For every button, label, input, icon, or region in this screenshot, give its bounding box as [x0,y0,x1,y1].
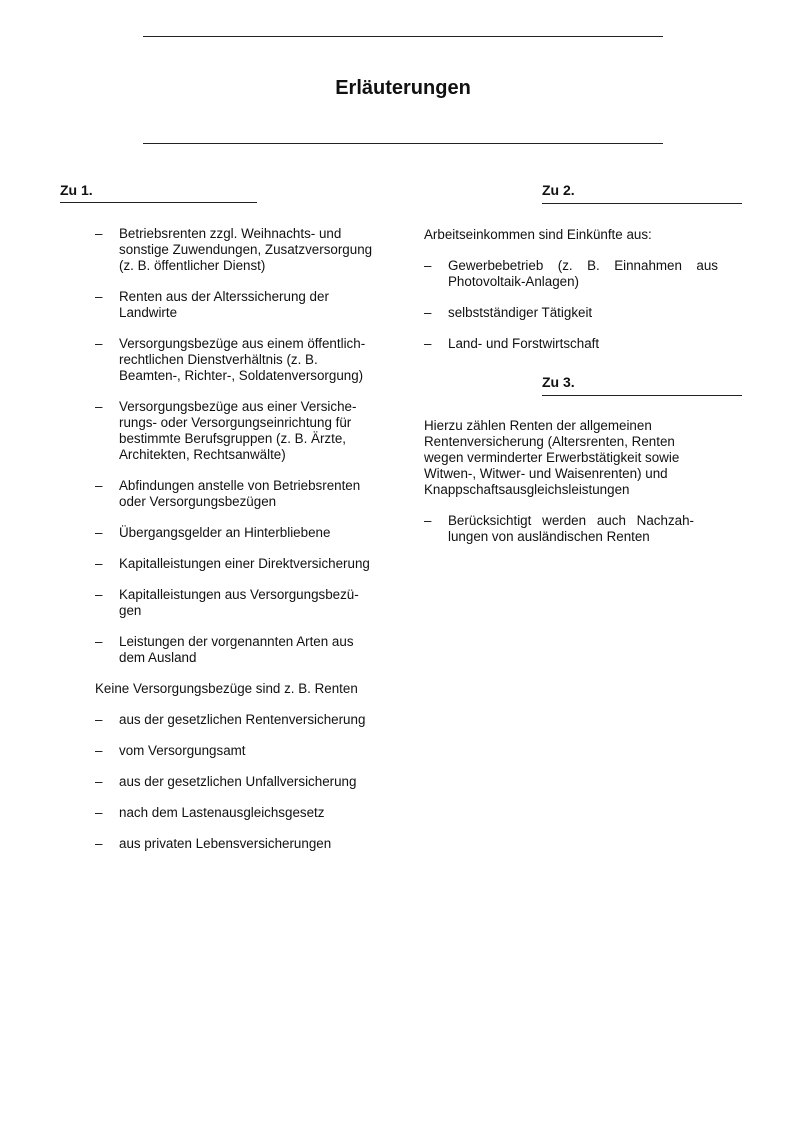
exclusion-item: – aus der gesetzlichen Rentenversicherung [95,712,366,727]
dash-bullet: – [95,587,103,602]
list-item: – Abfindungen anstelle von Betriebsrenten oder Versorgungsbezügen [95,478,361,509]
section-3-heading: Zu 3. [542,374,575,390]
list-item: – Land- und Forstwirtschaft [424,336,600,351]
section-1-rule [60,202,257,203]
dash-bullet: – [424,513,432,528]
dash-bullet: – [95,336,103,351]
list-item: – Betriebsrenten zzgl. Weihnachts- und sonstige Zuwendungen, Zusatzversorgung (z. B. öffentlicher Dienst) [95,226,373,273]
dash-bullet: – [95,774,103,789]
dash-bullet: – [95,525,103,540]
dash-bullet: – [424,258,432,273]
exclusion-item: – aus privaten Lebensversicherungen [95,836,332,851]
list-item: – Versorgungsbezüge aus einer Versiche-rungs- oder Versorgungseinrichtung für bestimmte Berufsgruppen (z. B. Ärzte, Architekten, Rechtsanwälte) [95,399,357,462]
list-item: – Kapitalleistungen einer Direktversicherung [95,556,370,571]
page-title: Erläuterungen [335,77,471,99]
dash-bullet: – [95,556,103,571]
dash-bullet: – [95,226,103,241]
section-3-intro: Hierzu zählen Renten der allgemeinen Rentenversicherung (Altersrenten, Renten wegen verminderter Erwerbstätigkeit sowie Witwen-, Witwer- und Waisenrenten) und Knappschaftsausgleichsleistungen [424,418,680,497]
section-2-rule [542,203,742,204]
dash-bullet: – [95,478,103,493]
list-item: – Berücksichtigt werden auch Nachzah-lungen von ausländischen Renten [424,513,694,544]
title-bottom-rule [143,143,663,144]
exclusion-item: – nach dem Lastenausgleichsgesetz [95,805,325,820]
section-1-heading: Zu 1. [60,182,93,198]
top-rule [143,36,663,37]
list-item: – Kapitalleistungen aus Versorgungsbezü-gen [95,587,359,618]
section-2-intro: Arbeitseinkommen sind Einkünfte aus: [424,227,652,242]
list-item: – Renten aus der Alterssicherung der Landwirte [95,289,329,320]
list-item: – Übergangsgelder an Hinterbliebene [95,525,331,540]
list-item: – Versorgungsbezüge aus einem öffentlich-rechtlichen Dienstverhältnis (z. B. Beamten-, Richter-, Soldatenversorgung) [95,336,366,383]
list-item: – selbstständiger Tätigkeit [424,305,593,320]
dash-bullet: – [95,836,103,851]
dash-bullet: – [424,336,432,351]
section-1-content [95,226,395,867]
dash-bullet: – [95,743,103,758]
exclusion-item: – aus der gesetzlichen Unfallversicherung [95,774,357,789]
dash-bullet: – [424,305,432,320]
exclusion-note: Keine Versorgungsbezüge sind z. B. Renten [95,681,358,696]
dash-bullet: – [95,805,103,820]
list-item: – Gewerbebetrieb (z. B. Einnahmen aus Photovoltaik-Anlagen) [424,258,718,289]
list-item: – Leistungen der vorgenannten Arten aus dem Ausland [95,634,354,665]
section-3-rule [542,395,742,396]
dash-bullet: – [95,712,103,727]
section-2-content [424,227,724,367]
section-2-heading: Zu 2. [542,182,575,198]
dash-bullet: – [95,289,103,304]
section-3-content [424,418,724,560]
dash-bullet: – [95,634,103,649]
exclusion-item: – vom Versorgungsamt [95,743,246,758]
dash-bullet: – [95,399,103,414]
